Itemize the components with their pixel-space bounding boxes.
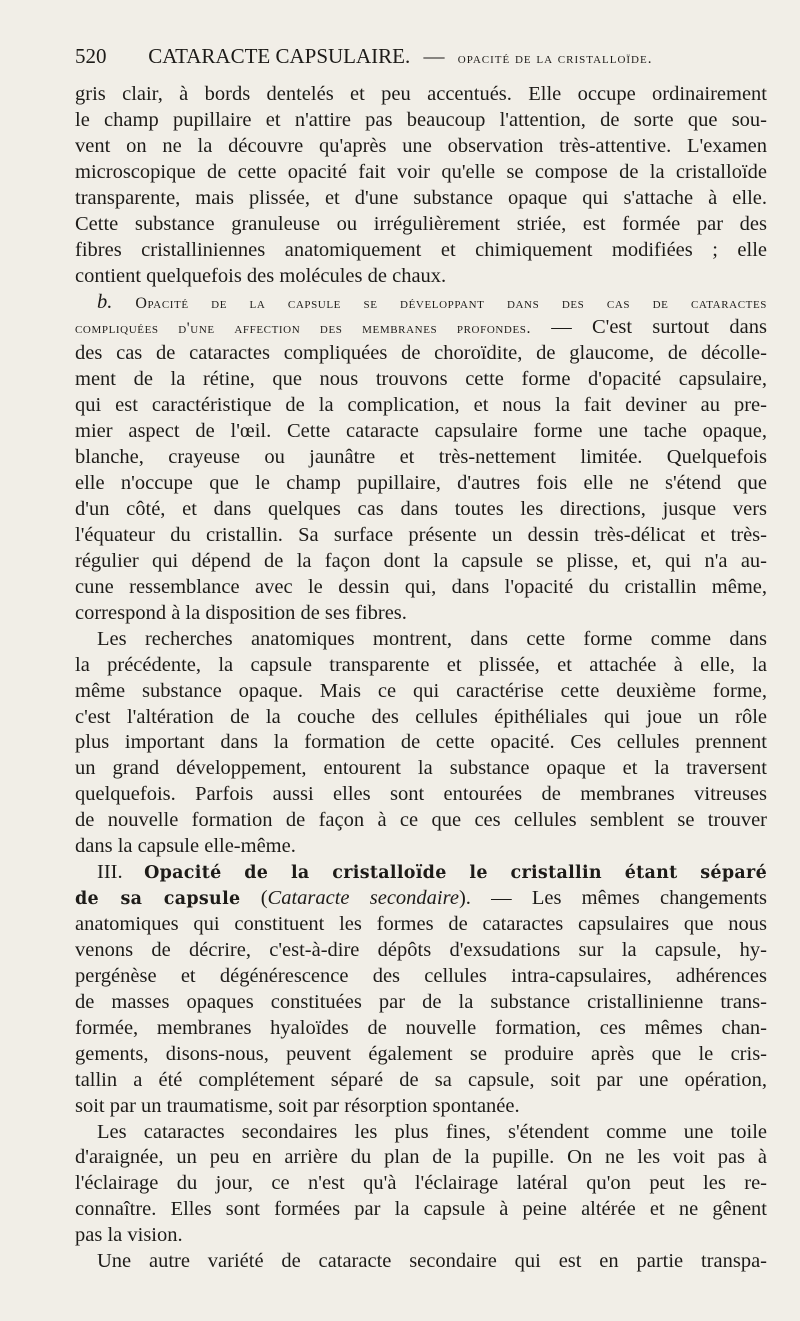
text-line: c'est l'altération de la couche des cellules épithéliales qui joue un rôle: [75, 705, 767, 728]
text-line: contient quelquefois des molécules de chaux.: [75, 264, 447, 287]
text-line: soit par un traumatisme, soit par résorption spontanée.: [75, 1094, 520, 1117]
text-line: formée, membranes hyaloïdes de nouvelle formation, ces mêmes chan-: [75, 1016, 767, 1039]
section-title-b-cont: compliquées d'une affection des membranes profondes.: [75, 320, 532, 338]
text-line: transparente, mais plissée, et d'une substance opaque qui s'attache à elle.: [75, 186, 767, 209]
text-line: Les cataractes secondaires les plus fines, s'étendent comme une toile: [97, 1120, 767, 1143]
text-line: régulier qui dépend de la façon dont la capsule se plisse, et, qui n'a au-: [75, 549, 767, 572]
italic-term: Cataracte secondaire: [267, 887, 459, 910]
section-title-b: Opacité de la capsule se développant dans des cas de cataractes: [135, 294, 767, 312]
section-heading-b-cont: [75, 315, 767, 341]
text-line: mier aspect de l'œil. Cette cataracte capsulaire forme une tache opaque,: [75, 420, 767, 443]
text-line: d'araignée, un peu en arrière du plan de la pupille. On ne les voit pas à: [75, 1146, 767, 1169]
text-line: plus important dans la formation de cette opacité. Ces cellules prennent: [75, 731, 767, 754]
text-line: correspond à la disposition de ses fibres.: [75, 601, 407, 624]
text-line: le champ pupillaire et n'attire pas beaucoup l'attention, de sorte que sou-: [75, 108, 767, 131]
text-span: — C'est surtout dans: [551, 316, 767, 339]
text-line: connaître. Elles sont formées par la capsule à peine altérée et ne gênent: [75, 1198, 767, 1221]
section-heading-iii: [75, 860, 767, 886]
text-line: Les recherches anatomiques montrent, dans cette forme comme dans: [97, 627, 767, 650]
text-line: venons de décrire, c'est-à-dire dépôts d'exsudations sur la capsule, hy-: [75, 938, 767, 961]
text-line: vent on ne la découvre qu'après une observation très-attentive. L'examen: [75, 134, 767, 157]
running-subtitle: opacité de la cristalloïde.: [457, 51, 653, 67]
text-line: gements, disons-nous, peuvent également se produire après que le cris-: [75, 1042, 767, 1065]
text-line: blanche, crayeuse ou jaunâtre et très-nettement limitée. Quelquefois: [75, 446, 767, 469]
text-line: l'éclairage du jour, ce n'est qu'à l'éclairage latéral qu'on peut les re-: [75, 1172, 767, 1195]
running-title: CATARACTE CAPSULAIRE.: [148, 44, 411, 68]
text-line: tallin a été complétement séparé de sa capsule, soit par une opération,: [75, 1068, 767, 1091]
section-heading-b: [75, 290, 767, 316]
text-line: ment de la rétine, que nous trouvons cette forme d'opacité capsulaire,: [75, 368, 767, 391]
text-line: d'un côté, et dans quelques cas dans toutes les directions, jusque vers: [75, 498, 767, 520]
section-letter-b: b.: [97, 290, 113, 313]
text-line: anatomiques qui constituent les formes de cataractes capsulaires que nous: [75, 913, 767, 935]
page-number: 520: [75, 44, 107, 68]
section-heading-iii-cont: [75, 886, 767, 912]
text-span: ). — Les mêmes changements: [458, 887, 767, 910]
text-line: pas la vision.: [75, 1224, 183, 1247]
text-line: fibres cristalliniennes anatomiquement et chimiquement modifiées ; elle: [75, 238, 767, 261]
paren-open: (: [260, 887, 268, 910]
text-line: de nouvelle formation de façon à ce que ces cellules semblent se trouver: [75, 809, 767, 832]
text-line: l'équateur du cristallin. Sa surface présente un dessin très-délicat et très-: [75, 523, 767, 546]
text-line: elle n'occupe que le champ pupillaire, d'autres fois elle ne s'étend que: [75, 472, 767, 495]
text-line: gris clair, à bords dentelés et peu accentués. Elle occupe ordinairement: [75, 83, 767, 105]
text-line: pergénèse et dégénérescence des cellules intra-capsulaires, adhérences: [75, 964, 767, 987]
text-line: des cas de cataractes compliquées de choroïdite, de glaucome, de décolle-: [75, 342, 767, 365]
text-line: qui est caractéristique de la complication, et nous la fait deviner au pre-: [75, 394, 767, 417]
text-line: quelquefois. Parfois aussi elles sont entourées de membranes vitreuses: [75, 783, 767, 806]
text-line: dans la capsule elle-même.: [75, 835, 296, 858]
header-dash: —: [423, 44, 445, 68]
text-line: de masses opaques constituées par de la substance cristallinienne trans-: [75, 990, 767, 1013]
text-line: cune ressemblance avec le dessin qui, dans l'opacité du cristallin même,: [75, 575, 767, 598]
text-line: même substance opaque. Mais ce qui caractérise cette deuxième forme,: [75, 679, 767, 702]
text-line: Cette substance granuleuse ou irrégulièrement striée, est formée par des: [75, 212, 767, 235]
section-title-iii: Opacité de la cristalloïde le cristallin étant séparé: [144, 863, 767, 884]
page-body: [75, 82, 767, 1275]
text-line: un grand développement, entourent la substance opaque et la traversent: [75, 757, 767, 780]
text-line: Une autre variété de cataracte secondaire qui est en partie transpa-: [97, 1250, 767, 1273]
section-title-iii-cont: de sa capsule: [75, 889, 241, 910]
text-line: la précédente, la capsule transparente et plissée, et attachée à elle, la: [75, 653, 767, 676]
running-header: [75, 44, 765, 74]
section-numeral-iii: III.: [97, 861, 123, 884]
text-line: microscopique de cette opacité fait voir qu'elle se compose de la cristalloïde: [75, 160, 767, 183]
